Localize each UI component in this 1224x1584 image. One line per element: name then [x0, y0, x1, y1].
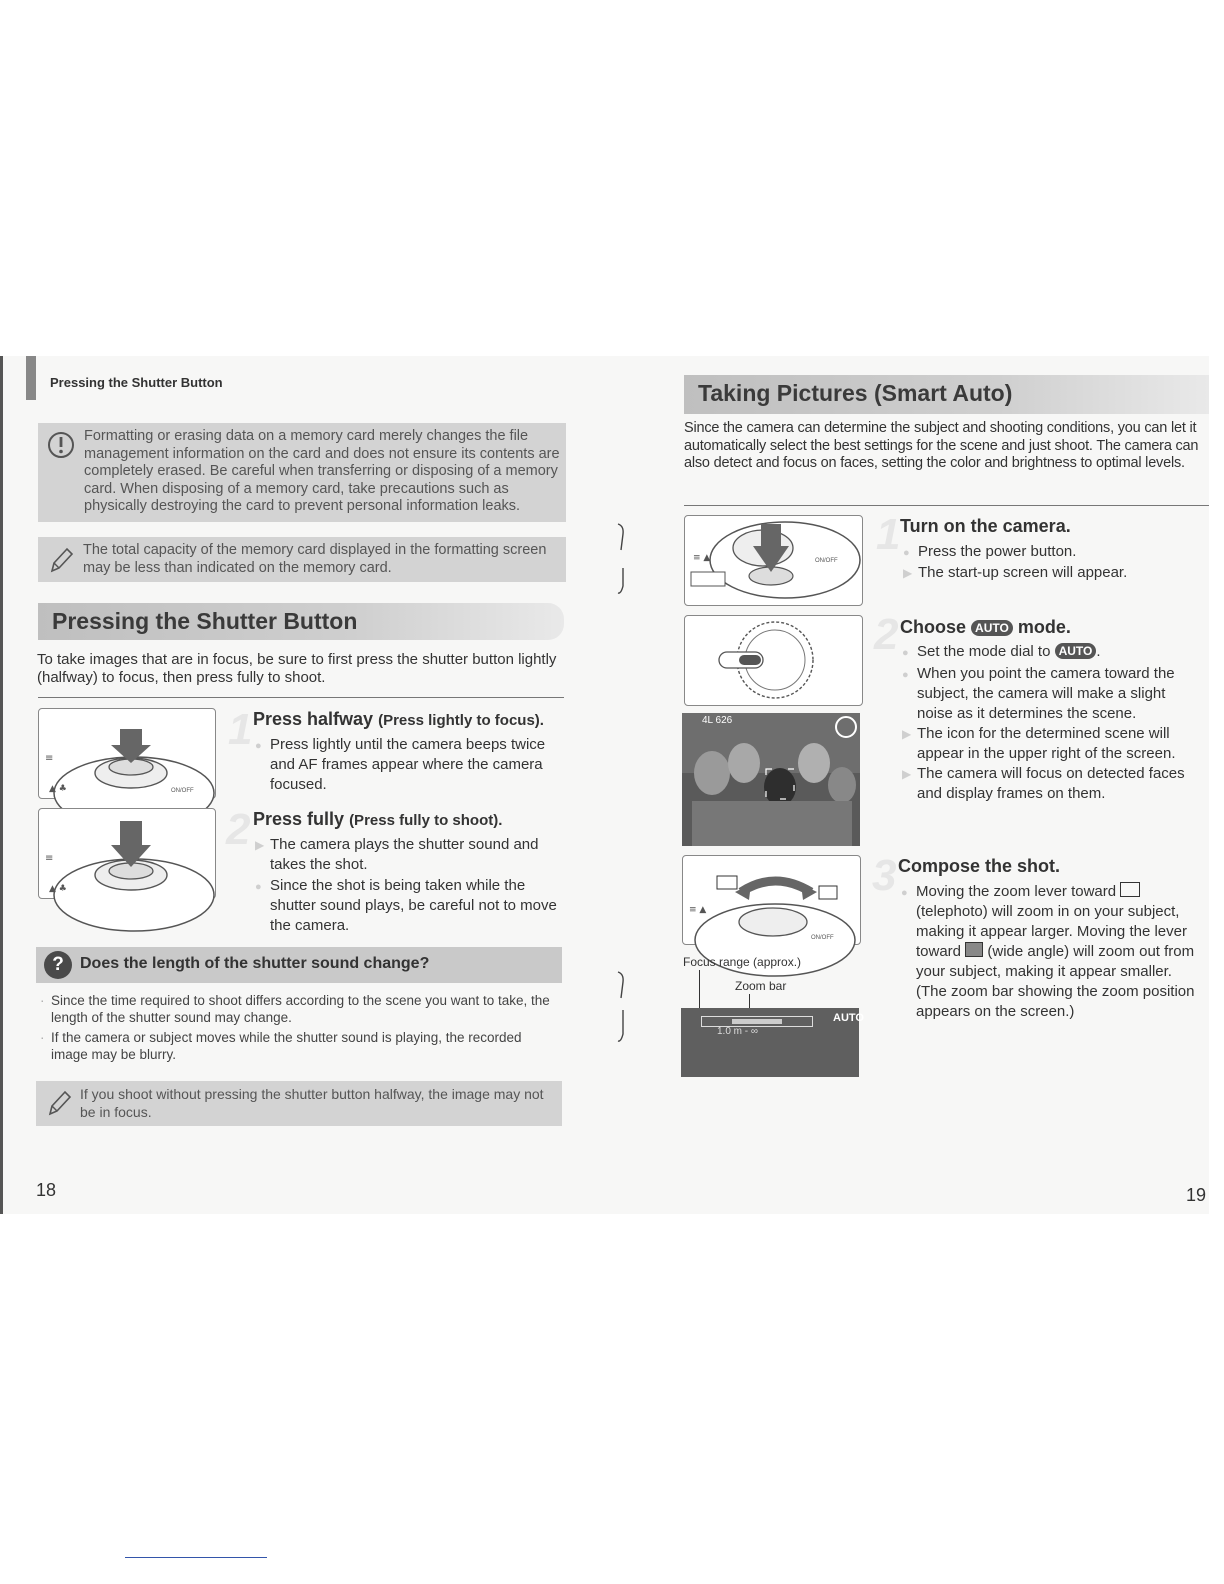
memo-text: The total capacity of the memory card displayed in the formatting screen may be less than indicated on the memory card. — [83, 542, 547, 576]
step-title — [253, 809, 502, 830]
answer-text: Since the time required to shoot differs according to the scene you want to take, the length of the shutter sound may change. — [51, 993, 550, 1025]
answer-text: If the camera or subject moves while the shutter sound is playing, the recorded image may be blurry. — [51, 1030, 522, 1062]
lcd-zoom-screen — [681, 1008, 864, 1077]
step-title — [253, 709, 544, 730]
bullet-icon: · — [40, 993, 45, 1008]
step-item — [902, 642, 1205, 662]
running-head-marker — [26, 356, 36, 400]
onoff-label: ON/OFF — [171, 788, 194, 794]
step-title-text: mode. — [1017, 617, 1071, 637]
question-icon: ? — [44, 951, 72, 979]
step-title-text: Choose — [900, 617, 967, 637]
step-item-text: (telephoto) will zoom in on your subject, making it appear larger. Moving the lever toward — [916, 903, 1187, 960]
pencil-icon — [44, 1087, 72, 1119]
step-item-text: The camera will focus on detected faces and display frames on them. — [917, 765, 1185, 802]
caution-text: Formatting or erasing data on a memory card merely changes the file management information on the card and does not ensure its contents are completely erased. Be careful when transferring or disposing of a memory card. When disposing of a memory card, take precautions such as physically destroying the card to prevent personal information leaks. — [84, 428, 560, 514]
step-number: 2 — [226, 805, 251, 854]
page-edge — [0, 356, 3, 1214]
step-item — [902, 764, 1205, 804]
step-item-text: Since the shot is being taken while the shutter sound plays, be careful not to move the camera. — [270, 877, 557, 934]
bullet-icon: ● — [255, 740, 262, 752]
step-item-text: Set the mode dial to — [917, 643, 1051, 660]
svg-text:≡: ≡ — [45, 853, 54, 864]
power-button-illustration — [684, 515, 863, 606]
question-bar — [36, 947, 562, 983]
caution-icon — [46, 430, 76, 460]
onoff-label: ON/OFF — [811, 935, 834, 941]
arrow-icon: ▶ — [902, 767, 912, 781]
shutter-halfway-illustration — [38, 708, 216, 799]
arrow-icon: ▶ — [255, 838, 265, 852]
memo-note — [36, 1081, 562, 1126]
focus-range-value: 1.0 m - ∞ — [717, 1026, 759, 1037]
answer-item — [40, 992, 561, 1026]
step-item-text: The camera plays the shutter sound and takes the shot. — [270, 836, 539, 873]
divider — [684, 505, 1209, 506]
bullet-icon: ● — [901, 887, 908, 899]
arrow-icon: ▶ — [902, 727, 912, 741]
step-item — [903, 563, 1203, 583]
intro-text: Since the camera can determine the subject and shooting conditions, you can let it automatically select the best settings for the scene and just shoot. The camera can also detect and focus on faces, setting the color and brightness to optimal levels. — [684, 420, 1199, 471]
pencil-icon — [46, 544, 74, 576]
step-item — [255, 835, 562, 875]
telephoto-icon — [1120, 882, 1140, 897]
zoom-bar-label: Zoom bar — [735, 979, 787, 993]
wide-angle-icon — [965, 942, 983, 957]
memo-text: If you shoot without pressing the shutter button halfway, the image may not be in focus. — [80, 1086, 544, 1120]
step-title: Compose the shot. — [898, 856, 1061, 876]
step-title — [900, 617, 1071, 638]
bullet-icon: · — [40, 1030, 45, 1045]
step-item-text: (wide angle) will zoom out from your subject, making it appear smaller. (The zoom bar showing the zoom position appears on the screen.) — [916, 943, 1195, 1020]
step-item-text: The start-up screen will appear. — [918, 564, 1128, 581]
svg-text:≡: ≡ — [45, 753, 54, 764]
bullet-icon: ● — [902, 669, 909, 681]
step-title-sub: (Press fully to shoot). — [349, 812, 503, 829]
shots-remaining: 4L 626 — [702, 715, 733, 726]
page-number: 19 — [1186, 1185, 1207, 1205]
step-item — [255, 876, 562, 936]
step-title-main: Press halfway — [253, 709, 374, 729]
bullet-icon: ● — [255, 881, 262, 893]
step-item — [901, 882, 1206, 1022]
step-item-text: Press the power button. — [918, 543, 1077, 560]
step-title-sub: (Press lightly to focus). — [378, 712, 544, 729]
section-title: Pressing the Shutter Button — [52, 608, 358, 634]
step-item-text: The icon for the determined scene will appear in the upper right of the screen. — [917, 725, 1176, 762]
underline-mark — [125, 1557, 267, 1558]
step-number: 1 — [876, 510, 901, 559]
svg-text:▲ ♣: ▲ ♣ — [49, 784, 67, 794]
step-title: Turn on the camera. — [900, 516, 1071, 536]
section-title: Taking Pictures (Smart Auto) — [698, 380, 1013, 406]
auto-mode-indicator: AUTO — [833, 1012, 864, 1024]
focus-range-label: Focus range (approx.) — [683, 955, 802, 969]
intro-text: To take images that are in focus, be sure to first press the shutter button lightly (halfway) to focus, then press fully to shoot. — [37, 651, 557, 686]
section-heading-shutter — [38, 603, 564, 640]
step-item-text: Moving the zoom lever toward — [916, 883, 1117, 900]
answer-item — [40, 1029, 561, 1063]
scan-mark — [612, 968, 632, 1048]
memo-note — [38, 537, 566, 582]
running-head: Pressing the Shutter Button — [50, 375, 223, 390]
lcd-scene-photo — [682, 713, 860, 846]
onoff-label: ON/OFF — [815, 558, 838, 564]
step-item — [902, 724, 1205, 764]
shutter-fully-illustration — [38, 808, 216, 899]
page-number: 18 — [36, 1180, 57, 1200]
bullet-icon: ● — [903, 547, 910, 559]
svg-text:≡ ▲: ≡ ▲ — [689, 905, 707, 915]
step-title-main: Press fully — [253, 809, 345, 829]
section-heading-smart-auto — [684, 375, 1209, 414]
zoom-lever-illustration — [682, 855, 861, 945]
step-item-text: When you point the camera toward the subject, the camera will make a slight noise as it determines the scene. — [917, 665, 1175, 722]
step-number: 2 — [874, 610, 899, 659]
step-item — [903, 542, 1203, 562]
step-item-text: . — [1096, 643, 1101, 660]
step-item-text: Press lightly until the camera beeps twice and AF frames appear where the camera focused. — [270, 736, 546, 793]
scan-mark — [612, 520, 632, 600]
arrow-icon: ▶ — [903, 566, 913, 580]
caution-note — [38, 423, 566, 522]
mode-dial-illustration — [684, 615, 863, 706]
step-number: 3 — [872, 851, 897, 900]
bullet-icon: ● — [902, 647, 909, 659]
svg-text:≡ ▲: ≡ ▲ — [693, 553, 711, 563]
auto-mode-icon: AUTO — [1055, 643, 1097, 659]
divider — [38, 697, 564, 698]
svg-text:▲ ♣: ▲ ♣ — [49, 884, 67, 894]
question-text: Does the length of the shutter sound change? — [80, 955, 430, 972]
step-item — [902, 664, 1205, 724]
auto-mode-icon: AUTO — [971, 620, 1013, 636]
step-item — [255, 735, 562, 795]
step-number: 1 — [228, 705, 253, 754]
